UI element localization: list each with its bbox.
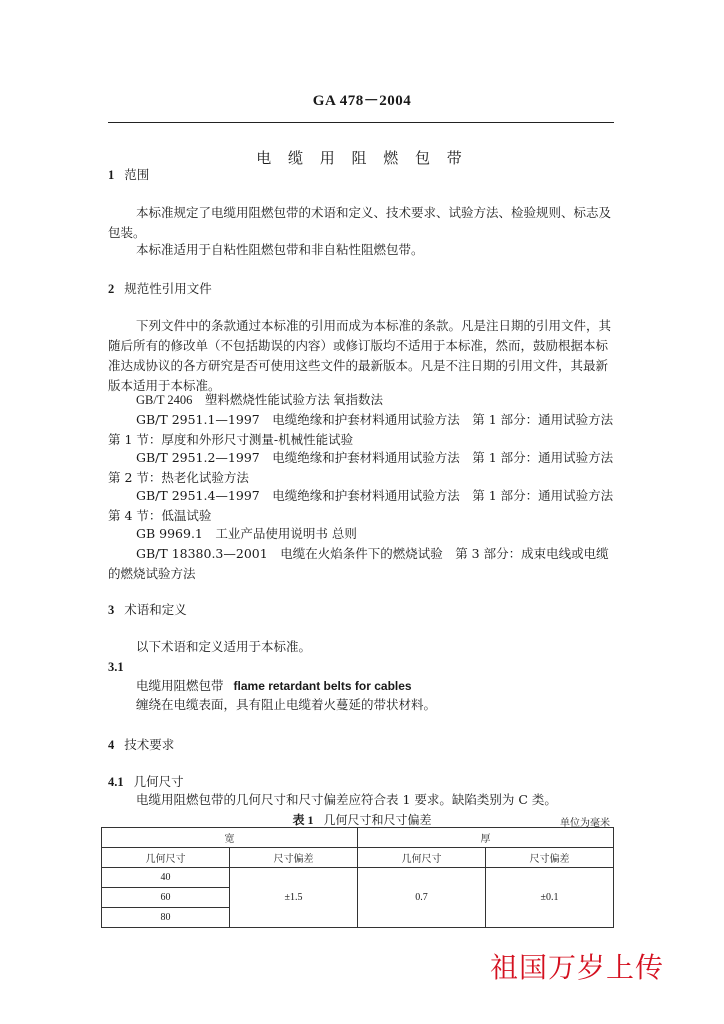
- table-header-row: [102, 828, 614, 848]
- reference-item: GB 9969.1 工业产品使用说明书 总则: [136, 526, 357, 541]
- term-entry: [108, 676, 644, 696]
- width-value: 40: [102, 868, 230, 888]
- subsection-3-1-number: [108, 659, 124, 675]
- table-caption: [0, 811, 724, 828]
- term-definition: 缠绕在电缆表面，具有阻止电缆着火蔓延的带状材料。: [136, 697, 437, 712]
- term-chinese: 电缆用阻燃包带: [136, 678, 224, 693]
- watermark-text: 祖国万岁上传: [490, 951, 665, 984]
- term-english: flame retardant belts for cables: [233, 679, 412, 693]
- column-header: 尺寸偏差: [486, 848, 614, 868]
- section-title: 技术要求: [124, 737, 175, 752]
- section-number: 3: [108, 603, 115, 617]
- width-tolerance: ±1.5: [230, 868, 358, 928]
- table-title: 几何尺寸和尺寸偏差: [323, 813, 432, 827]
- section-number: 2: [108, 282, 115, 296]
- section-number: 4: [108, 738, 115, 752]
- section-3-heading: [108, 600, 187, 618]
- section-1-heading: [108, 165, 149, 183]
- table-unit: 单位为毫米: [560, 818, 610, 829]
- section-2-intro: 下列文件中的条款通过本标准的引用而成为本标准的条款。凡是注日期的引用文件，其随后所有的修改单（不包括勘误的内容）或修订版均不适用于本标准，然而，鼓励根据本标准达成协议的各方研究是否可使用这些文件的最新版本。凡是不注日期的引用文件，其最新版本适用于本标准。: [108, 318, 612, 393]
- section-2-heading: [108, 279, 212, 297]
- section-title: 规范性引用文件: [124, 281, 212, 296]
- section-3-intro: 以下术语和定义适用于本标准。: [136, 639, 312, 654]
- reference-item: GB/T 2951.4—1997 电缆绝缘和护套材料通用试验方法 第 1 部分：通用试验方法 第 4 节：低温试验: [108, 488, 626, 523]
- subsection-4-1-heading: [108, 772, 184, 790]
- column-header: 几何尺寸: [358, 848, 486, 868]
- section-title: 范围: [124, 167, 150, 182]
- standard-code: GA 478－2004: [312, 93, 412, 109]
- width-value: 60: [102, 888, 230, 908]
- section-number: 1: [108, 168, 115, 182]
- width-group-header: 宽: [102, 828, 358, 848]
- table-row: [102, 868, 614, 888]
- section-4-1-text: 电缆用阻燃包带的几何尺寸和尺寸偏差应符合表 1 要求。缺陷类别为 C 类。: [136, 792, 557, 807]
- thickness-group-header: 厚: [358, 828, 614, 848]
- subsection-number: 3.1: [108, 660, 124, 674]
- reference-item: GB/T 18380.3—2001 电缆在火焰条件下的燃烧试验 第 3 部分：成束电线或电缆的燃烧试验方法: [108, 546, 609, 581]
- column-header: 几何尺寸: [102, 848, 230, 868]
- subsection-title: 几何尺寸: [133, 774, 184, 789]
- reference-item: GB/T 2951.2—1997 电缆绝缘和护套材料通用试验方法 第 1 部分：通用试验方法 第 2 节：热老化试验方法: [108, 450, 626, 485]
- column-header: 尺寸偏差: [230, 848, 358, 868]
- table-header-row: [102, 848, 614, 868]
- section-1-paragraph-2: 本标准适用于自粘性阻燃包带和非自粘性阻燃包带。: [136, 242, 424, 257]
- dimensions-table: [101, 827, 614, 928]
- section-title: 术语和定义: [124, 602, 187, 617]
- header-rule: [108, 122, 614, 123]
- section-1-paragraph-1: 本标准规定了电缆用阻燃包带的术语和定义、技术要求、试验方法、检验规则、标志及包装。: [108, 205, 612, 240]
- table-number: 表 1: [292, 813, 314, 827]
- reference-item: GB/T 2406 塑料燃烧性能试验方法 氧指数法: [136, 393, 383, 407]
- subsection-number: 4.1: [108, 775, 124, 789]
- document-title: 电 缆 用 阻 燃 包 带: [256, 149, 468, 167]
- thickness-value: 0.7: [358, 868, 486, 928]
- thickness-tolerance: ±0.1: [486, 868, 614, 928]
- reference-item: GB/T 2951.1—1997 电缆绝缘和护套材料通用试验方法 第 1 部分：通用试验方法 第 1 节：厚度和外形尺寸测量-机械性能试验: [108, 412, 626, 447]
- section-4-heading: [108, 735, 174, 753]
- width-value: 80: [102, 908, 230, 928]
